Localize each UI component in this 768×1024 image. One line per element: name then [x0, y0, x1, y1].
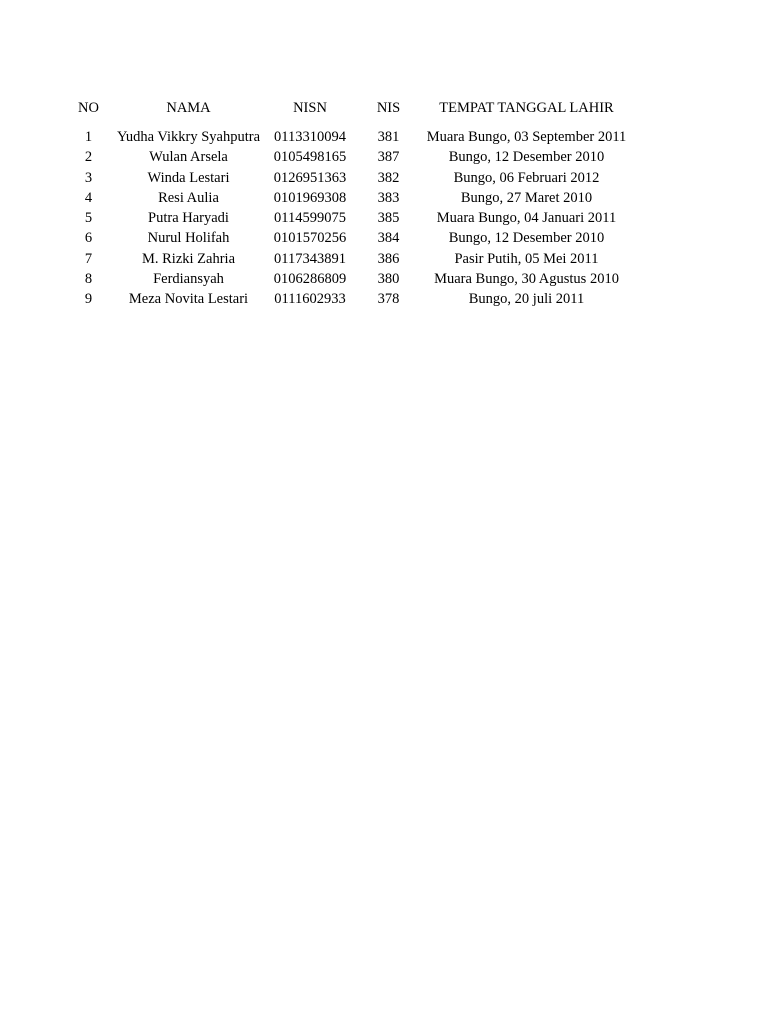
- table-row: [65, 208, 631, 228]
- cell-nama: Wulan Arsela: [149, 149, 228, 166]
- cell-nisn: 0105498165: [273, 149, 347, 166]
- cell-nisn: 0106286809: [273, 271, 347, 288]
- cell-no: 6: [84, 230, 93, 247]
- cell-no: 9: [84, 291, 93, 308]
- header-nama: NAMA: [166, 100, 211, 116]
- cell-no: 3: [84, 169, 93, 186]
- cell-ttl: Bungo, 20 juli 2011: [468, 291, 585, 308]
- cell-no: 2: [84, 149, 93, 166]
- table-row: [65, 188, 631, 208]
- cell-nis: 381: [377, 129, 400, 145]
- cell-no: 5: [84, 210, 93, 227]
- table-row: [65, 269, 631, 289]
- table-body: [65, 127, 631, 310]
- cell-nis: 380: [377, 271, 400, 288]
- table-row: [65, 127, 631, 147]
- header-nisn: NISN: [293, 100, 327, 116]
- cell-ttl: Pasir Putih, 05 Mei 2011: [454, 250, 599, 267]
- cell-no: 1: [84, 129, 93, 145]
- cell-nama: Resi Aulia: [158, 189, 219, 206]
- cell-ttl: Muara Bungo, 30 Agustus 2010: [434, 271, 619, 288]
- cell-nama: M. Rizki Zahria: [141, 250, 236, 267]
- header-ttl: TEMPAT TANGGAL LAHIR: [439, 100, 614, 116]
- cell-nis: 384: [377, 230, 400, 247]
- table-row: [65, 228, 631, 248]
- cell-nama: Ferdiansyah: [153, 271, 224, 288]
- cell-nama: Yudha Vikkry Syahputra: [116, 129, 261, 145]
- cell-ttl: Muara Bungo, 04 Januari 2011: [436, 210, 617, 227]
- cell-nisn: 0117343891: [274, 250, 346, 267]
- cell-nama: Winda Lestari: [147, 169, 230, 186]
- cell-nisn: 0113310094: [274, 129, 346, 145]
- cell-nama: Meza Novita Lestari: [128, 291, 249, 308]
- table-header: [65, 97, 631, 127]
- cell-nama: Nurul Holifah: [147, 230, 230, 247]
- header-row: [65, 97, 631, 127]
- header-no: NO: [78, 100, 99, 116]
- cell-nis: 382: [377, 169, 400, 186]
- cell-nis: 386: [377, 250, 400, 267]
- table-row: [65, 147, 631, 167]
- cell-nisn: 0111602933: [274, 291, 346, 308]
- table-row: [65, 168, 631, 188]
- cell-nisn: 0101969308: [273, 189, 347, 206]
- cell-nis: 387: [377, 149, 400, 166]
- cell-no: 4: [84, 189, 93, 206]
- cell-no: 8: [84, 271, 93, 288]
- table-row: [65, 249, 631, 269]
- cell-nis: 385: [377, 210, 400, 227]
- cell-nis: 378: [377, 291, 400, 308]
- cell-ttl: Bungo, 12 Desember 2010: [448, 149, 605, 166]
- header-nis: NIS: [376, 100, 401, 116]
- cell-nisn: 0101570256: [273, 230, 347, 247]
- table-row: [65, 289, 631, 309]
- cell-ttl: Bungo, 06 Februari 2012: [453, 169, 600, 186]
- student-table: [65, 97, 631, 310]
- cell-no: 7: [84, 250, 93, 267]
- cell-ttl: Muara Bungo, 03 September 2011: [426, 129, 627, 145]
- cell-nisn: 0114599075: [274, 210, 346, 227]
- cell-nama: Putra Haryadi: [148, 210, 229, 227]
- cell-nis: 383: [377, 189, 400, 206]
- cell-nisn: 0126951363: [273, 169, 347, 186]
- cell-ttl: Bungo, 12 Desember 2010: [448, 230, 605, 247]
- cell-ttl: Bungo, 27 Maret 2010: [460, 189, 593, 206]
